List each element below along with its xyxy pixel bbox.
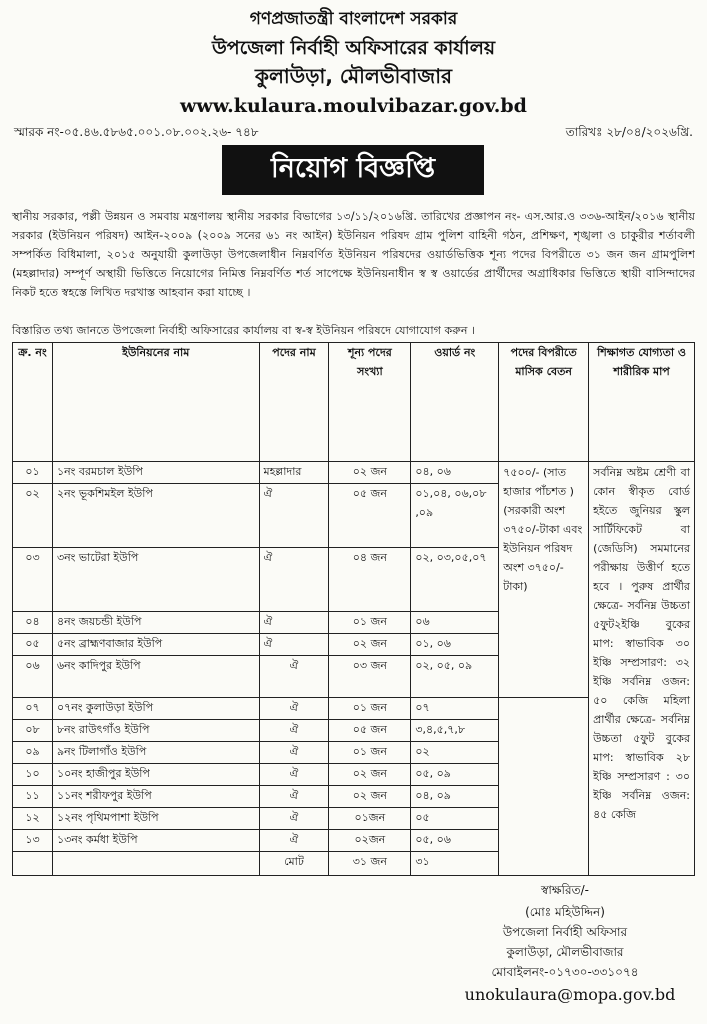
signatory-email: unokulaura@mopa.gov.bd	[464, 985, 676, 1004]
row-post: ঐ	[259, 808, 329, 830]
row-count: ০৪ জন	[329, 548, 411, 612]
row-ward: ০১,০৪, ০৬,০৮ ,০৯	[411, 484, 499, 548]
row-count: ০২ জন	[329, 462, 411, 484]
row-serial: ০৭	[13, 698, 53, 720]
office-name: উপজেলা নির্বাহী অফিসারের কার্যালয়	[211, 37, 496, 59]
signatory-mobile: মোবাইলনং-০১৭৩০-৩৩১০৭৪	[491, 965, 639, 979]
row-post: ঐ	[259, 720, 329, 742]
row-union: ১৩নং কর্মধা ইউপি	[52, 830, 259, 852]
signatory-designation: উপজেলা নির্বাহী অফিসার	[502, 925, 628, 939]
row-count: ০২ জন	[329, 786, 411, 808]
row-ward: ০৫, ০৯	[411, 764, 499, 786]
row-serial: ১১	[13, 786, 53, 808]
notice-date: তারিখঃ ২৮/০৪/২০২৬খ্রি.	[565, 125, 693, 139]
total-label: মোট	[259, 852, 329, 876]
row-serial: ০৫	[13, 634, 53, 656]
row-serial: ০৮	[13, 720, 53, 742]
office-location: কুলাউড়া, মৌলভীবাজার	[254, 64, 452, 88]
row-post: ঐ	[259, 786, 329, 808]
row-ward: ৩,৪,৫,৭,৮	[411, 720, 499, 742]
header-qualification: শিক্ষাগত যোগ্যতা ও শারীরিক মাপ	[589, 343, 695, 462]
govt-name: গণপ্রজাতন্ত্রী বাংলাদেশ সরকার	[249, 9, 458, 29]
row-serial: ০৩	[13, 548, 53, 612]
row-count: ০১ জন	[329, 742, 411, 764]
row-post: মহল্লাদার	[259, 462, 329, 484]
row-post: ঐ	[259, 830, 329, 852]
header-serial: ক্র. নং	[13, 343, 53, 462]
row-serial: ১০	[13, 764, 53, 786]
row-union: ৩নং ভাটেরা ইউপি	[52, 548, 259, 612]
table-row	[13, 462, 695, 484]
row-post: ঐ	[259, 548, 329, 612]
table-header-row	[13, 343, 695, 462]
row-ward: ০২, ০৩,০৫,০৭	[411, 548, 499, 612]
row-serial: ০৯	[13, 742, 53, 764]
row-ward: ০২	[411, 742, 499, 764]
row-post: ঐ	[259, 656, 329, 698]
header-ward-no: ওয়ার্ড নং	[411, 343, 499, 462]
website-url: www.kulaura.moulvibazar.gov.bd	[180, 95, 527, 117]
row-post: ঐ	[259, 764, 329, 786]
row-post: ঐ	[259, 634, 329, 656]
signatory-place: কুলাউড়া, মৌলভীবাজার	[506, 945, 624, 959]
salary-blank-cell	[499, 698, 589, 876]
row-union: ৯নং টিলাগাঁও ইউপি	[52, 742, 259, 764]
row-union: ১নং বরমচাল ইউপি	[52, 462, 259, 484]
total-blank-serial	[13, 852, 53, 876]
row-serial: ১২	[13, 808, 53, 830]
row-count: ০১ জন	[329, 698, 411, 720]
row-serial: ০২	[13, 484, 53, 548]
row-union: ২নং ভূকশিমইল ইউপি	[52, 484, 259, 548]
salary-cell: ৭৫০০/- (সাত হাজার পাঁচশত ) (সরকারী অংশ ৩৭৫০/-টাকা এবং ইউনিয়ন পরিষদ অংশ ৩৭৫০/- টাকা)	[499, 462, 589, 698]
row-serial: ০৬	[13, 656, 53, 698]
row-count: ০৫ জন	[329, 720, 411, 742]
row-union: ১১নং শরীফপুর ইউপি	[52, 786, 259, 808]
row-serial: ০৪	[13, 612, 53, 634]
row-serial: ১৩	[13, 830, 53, 852]
row-ward: ০৬	[411, 612, 499, 634]
row-count: ০৫ জন	[329, 484, 411, 548]
row-count: ০২ জন	[329, 764, 411, 786]
row-count: ০২ জন	[329, 634, 411, 656]
header-monthly-salary: পদের বিপরীতে মাসিক বেতন	[499, 343, 589, 462]
row-count: ০১ জন	[329, 612, 411, 634]
row-count: ০১জন	[329, 808, 411, 830]
row-post: ঐ	[259, 484, 329, 548]
row-union: ৪নং জয়চন্ডী ইউপি	[52, 612, 259, 634]
row-union: ১২নং পৃথিমপাশা ইউপি	[52, 808, 259, 830]
row-serial: ০১	[13, 462, 53, 484]
vacancy-table	[12, 342, 695, 876]
signatory-name: (মোঃ মহিউদ্দিন)	[525, 905, 605, 919]
row-ward: ০৫, ০৬	[411, 830, 499, 852]
header-vacancy-count: শূন্য পদের সংখ্যা	[329, 343, 411, 462]
row-count: ০৩ জন	[329, 656, 411, 698]
total-count: ৩১ জন	[329, 852, 411, 876]
signed-mark: স্বাক্ষরিত/-	[541, 883, 589, 897]
row-union: ৫নং ব্রাহ্মণবাজার ইউপি	[52, 634, 259, 656]
memo-number: স্মারক নং-০৫.৪৬.৫৮৬৫.০০১.০৮.০০২.২৬- ৭৪৮	[14, 125, 259, 139]
row-post: ঐ	[259, 612, 329, 634]
notice-body: স্থানীয় সরকার, পল্লী উন্নয়ন ও সমবায় মন্ত্রণালয় স্থানীয় সরকার বিভাগের ১৩/১১/২০১৬খ্রি. তারিখের প্রজ্ঞাপন নং- এস.আর.ও ৩৩৬-আইন/২০১৬ স্থানীয় সরকার (ইউনিয়ন পরিষদ) আইন-২০০৯ (২০০৯ সনের ৬১ নং আইন) ইউনিয়ন পরিষদ গ্রাম পুলিশ বাহিনী গঠন, প্রশিক্ষণ, শৃঙ্খলা ও চাকুরীর শর্তাবলী সম্পর্কিত বিধিমালা, ২০১৫ অনুযায়ী কুলাউড়া উপজেলাধীন নিম্নবর্ণিত ইউনিয়ন পরিষদের ওয়ার্ডভিত্তিক শূন্য পদের বিপরীতে ৩১ জন জন গ্রামপুলিশ (মহল্লাদার) সম্পূর্ণ অস্থায়ী ভিত্তিতে নিয়োগের নিমিত্ত নিম্নবর্ণিত শর্ত সাপেক্ষে ইউনিয়নাধীন স্ব স্ব ওয়ার্ডের প্রার্থীদের অগ্রাধিকার ভিত্তিতে স্থায়ী বাসিন্দাদের নিকট হতে স্বহস্তে লিখিত দরখাস্ত আহবান করা যাচ্ছে ।	[12, 210, 695, 299]
row-ward: ০৭	[411, 698, 499, 720]
row-ward: ০৫	[411, 808, 499, 830]
row-ward: ০৪, ০৬	[411, 462, 499, 484]
row-post: ঐ	[259, 698, 329, 720]
row-ward: ০১, ০৬	[411, 634, 499, 656]
row-ward: ০৪, ০৯	[411, 786, 499, 808]
notice-title-banner: নিয়োগ বিজ্ঞপ্তি	[222, 145, 484, 195]
row-post: ঐ	[259, 742, 329, 764]
row-count: ০২জন	[329, 830, 411, 852]
row-union: ১০নং হাজীপুর ইউপি	[52, 764, 259, 786]
row-union: ০৭নং কুলাউড়া ইউপি	[52, 698, 259, 720]
total-ward: ৩১	[411, 852, 499, 876]
row-ward: ০২, ০৫, ০৯	[411, 656, 499, 698]
total-blank-union	[52, 852, 259, 876]
row-union: ৮নং রাউৎগাঁও ইউপি	[52, 720, 259, 742]
qualification-cell: সর্বনিম্ন অষ্টম শ্রেণী বা কোন স্বীকৃত বোর্ড হইতে জুনিয়র স্কুল সার্টিফিকেট বা (জেডিসি) সমমানের পরীক্ষায় উত্তীর্ণ হতে হবে । পুরুষ প্রার্থীর ক্ষেত্রে- সর্বনিম্ন উচ্চতা ৫ফুট২ইঞ্চি বুকের মাপ: স্বাভাবিক ৩০ ইঞ্চি সম্প্রসারণ: ৩২ ইঞ্চি সর্বনিম্ন ওজন: ৫০ কেজি মহিলা প্রার্থীর ক্ষেত্রে- সর্বনিম্ন উচ্চতা ৫ফুট বুকের মাপ: স্বাভাবিক ২৮ ইঞ্চি সম্প্রসারণ : ৩০ ইঞ্চি সর্বনিম্ন ওজন: ৪৫ কেজি	[589, 462, 695, 876]
header-union-name: ইউনিয়নের নাম	[52, 343, 259, 462]
row-union: ৬নং কাদিপুর ইউপি	[52, 656, 259, 698]
header-post-name: পদের নাম	[259, 343, 329, 462]
contact-info-line: বিস্তারিত তথ্য জানতে উপজেলা নির্বাহী অফিসারের কার্যালয় বা স্ব-স্ব ইউনিয়ন পরিষদে যোগাযোগ করুন ।	[12, 324, 476, 337]
